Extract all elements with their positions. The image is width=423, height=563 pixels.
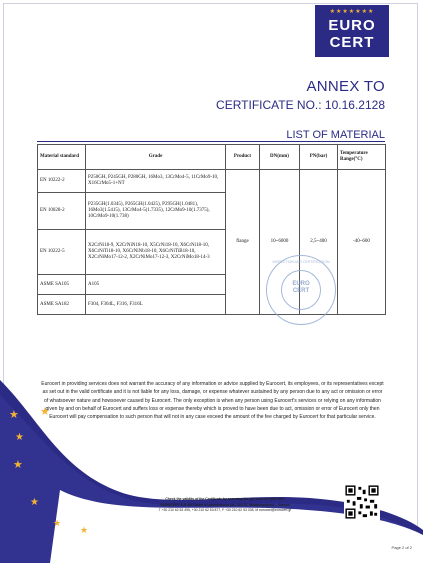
header-standard: Material standard: [38, 145, 86, 170]
certificate-number: CERTIFICATE NO.: 10.16.2128: [216, 98, 385, 112]
cell-grade: P235GH(1.0345), P265GH(1.0425), P295GH(1.0481), 16Mo3(1.5415), 13CrMo4-5(1.7335), 12CrMo9-10(1.7375), 10CrMo9-10(1.738): [86, 193, 226, 230]
cell-grade: A105: [86, 275, 226, 295]
stamp-line2: CERT: [292, 288, 310, 294]
star-icon: ★: [53, 518, 62, 528]
cell-temperature: -40~600: [338, 170, 386, 315]
cell-standard: EN 10222-5: [38, 230, 86, 275]
header-dn: DN(mm): [260, 145, 300, 170]
disclaimer-text: Eurocert in providing services does not warrant the accuracy of any information or advice supplied by Eurocert, its employees, or its representatives except as set out in the valid certificate and it is not liable for any loss, damage, or expense whatever sustained by any person due to any act or omission or error of whatsoever nature and howsoever caused by Eurocert. The only exception is when any person using Eurocert's services or relying on any information given by and on behalf of Eurocert and suffers loss or expense thereby which is proved to have been due to act, omission or error of Eurocert only then Eurocert will pay compensation to such person that will not in any case exceed the amount of the fee charged by Eurocert for that particular service.: [41, 381, 384, 421]
cell-standard: EN 10222-2: [38, 170, 86, 193]
footer-address: EUROCERT S.A. 89 Chlois & Lykovrisseos str., 144 52, Metamorphosis – Greece: [160, 502, 290, 507]
header-grade: Grade: [86, 145, 226, 170]
cell-grade: P250GH, P245GH, P280GH, 16Mo3, 13CrMo4-5, 11CrMo9-10, X16CrMo5-1+NT: [86, 170, 226, 193]
cell-grade: F304, F304L, F316, F316L: [86, 295, 226, 315]
star-icon: ★: [13, 459, 23, 471]
page-number: Page 2 of 2: [391, 545, 412, 550]
cell-standard: ASME SA182: [38, 295, 86, 315]
stamp-ring-text: INSPECTION AND CERTIFICATION: [272, 260, 330, 264]
cell-grade: X2CrNi18-9, X2CrNiN18-10, X5CrNi18-10, X6CrNi18-10, X6CrNiTi18-10, X6CrNiNb18-10, X6CrNiTiB18-10, X2CrNiMo17-12-2, X2CrNiMo17-12-3, X2CrNiMo18-14-3: [86, 230, 226, 275]
annex-title: ANNEX TO: [306, 78, 385, 95]
cell-pn: 2,5~400: [300, 170, 338, 315]
star-icon: ★: [9, 409, 19, 421]
header-product: Product: [226, 145, 260, 170]
footer-qr-note: Check the validity of the Certificate by scanning the QR code at right side.: [165, 497, 285, 501]
stamp-line1: EURO: [292, 281, 310, 287]
header-pn: PN(bar): [300, 145, 338, 170]
star-icon: ★: [15, 432, 24, 443]
cell-standard: ASME SA105: [38, 275, 86, 295]
footer-contact: T +30 210 62 53 495, +30 210 62 53 877, F +30 210 62 53 038, M eurocert@eurocert.gr: [158, 508, 292, 512]
logo-stars-icon: ★★★★★★★: [329, 9, 375, 15]
star-icon: ★: [40, 406, 50, 418]
cell-standard: EN 10028-2: [38, 193, 86, 230]
logo-line2: CERT: [329, 34, 375, 51]
list-title: LIST OF MATERIAL: [286, 129, 385, 141]
cell-dn: 10~6000: [260, 170, 300, 315]
qr-code-icon[interactable]: [344, 484, 380, 520]
star-icon: ★: [80, 525, 89, 535]
logo-line1: EURO: [328, 17, 376, 34]
footer: [110, 497, 340, 514]
cell-product: flange: [226, 170, 260, 315]
star-icon: ★: [30, 497, 39, 508]
header-temperature: Temperature Range(°C): [338, 145, 386, 170]
